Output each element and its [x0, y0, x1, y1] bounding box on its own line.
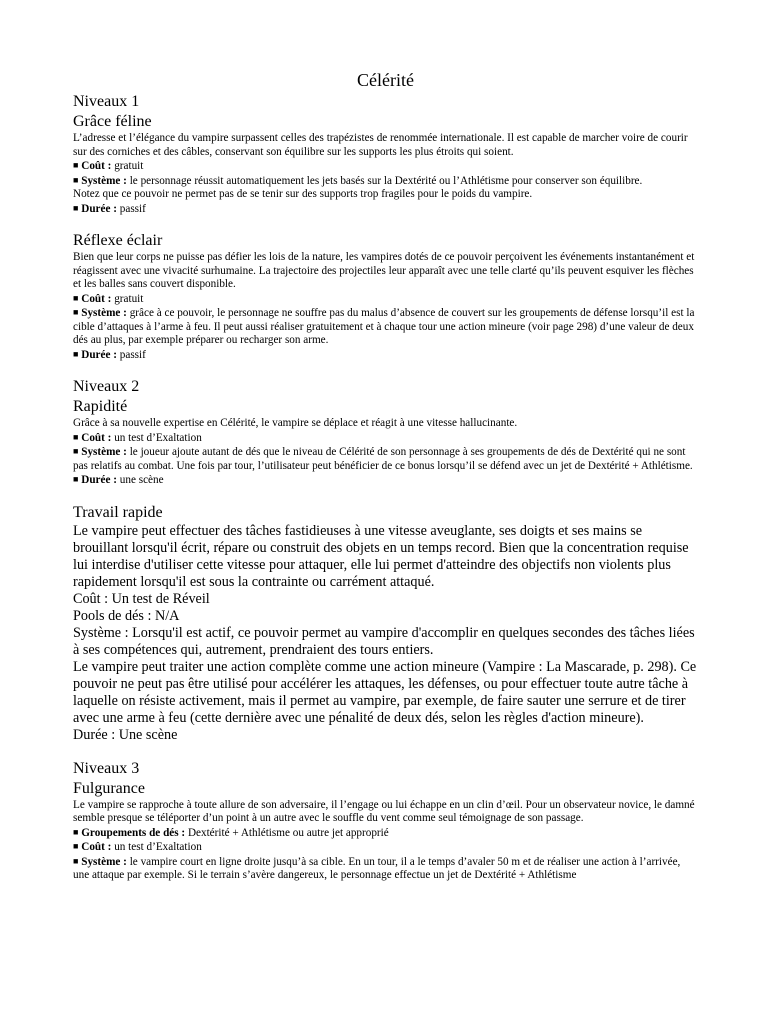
system-line [73, 855, 698, 883]
power-title-grace: Grâce féline [73, 113, 152, 130]
system-label: Système : [81, 446, 127, 458]
duration-line: Durée : Une scène [73, 726, 178, 743]
bullet-icon: ■ [73, 174, 79, 185]
cost-line [73, 159, 698, 174]
system-value: grâce à ce pouvoir, le personnage ne souffre pas du malus d’absence de couvert sur les groupements de défense lorsqu’il est la cible d’attaques à l’arme à feu. Il peut aussi réaliser gratuitement et à chaque tour une action mineure (voir page 298) d’une valeur de deux dés au plus, par exemple préparer ou recharger son arme. [73, 307, 695, 346]
note-line: Notez que ce pouvoir ne permet pas de se tenir sur des supports trop fragiles pour le poids du vampire. [73, 188, 533, 200]
cost-label: Coût : [81, 431, 112, 444]
cost-label: Coût : [81, 292, 112, 305]
level-2-heading: Niveaux 2 [73, 378, 140, 395]
power-desc: Le vampire peut effectuer des tâches fastidieuses à une vitesse aveuglante, ses doigts et ses mains se brouillant lorsqu'il écrit, répare ou construit des objets en un temps record. Bien que la concentration requise lui interdise d'utiliser cette vitesse pour attaquer, elle lui permet d'atteindre des objectifs non violents plus rapidement lorsqu'il est sous la contrainte ou carrément attaqué. [73, 522, 689, 590]
power-title-fulgurance: Fulgurance [73, 779, 145, 797]
cost-line [73, 840, 698, 855]
cost-value: un test d’Exaltation [111, 841, 202, 853]
duration-line [73, 202, 698, 217]
power-block-travail [73, 523, 698, 744]
pools-value: Dextérité + Athlétisme ou autre jet approprié [185, 826, 389, 839]
power-desc: L’adresse et l’élégance du vampire surpassent celles des trapézistes de renommée internationale. Il est capable de marcher voire de courir sur des corniches et des câbles, conservant son équilibre sur les supports les plus étroits qui soient. [73, 132, 688, 158]
pools-line [73, 826, 698, 841]
duration-label: Durée : [81, 474, 117, 486]
cost-value: gratuit [111, 160, 144, 172]
system-value: le vampire court en ligne droite jusqu’à sa cible. En un tour, il a le temps d’avaler 50 m et de réaliser une action à l’arrivée, une attaque par exemple. Si le terrain s’avère dangereux, le personnage effectue un jet de Dextérité + Athlétisme [73, 855, 681, 881]
duration-line [73, 473, 698, 488]
bullet-icon: ■ [73, 841, 79, 851]
bullet-icon: ■ [73, 446, 79, 456]
bullet-icon: ■ [73, 160, 79, 170]
pools-label: Groupements de dés : [81, 826, 186, 839]
power-block-grace [73, 132, 698, 216]
bullet-icon: ■ [73, 348, 79, 359]
system-line-2: Le vampire peut traiter une action complète comme une action mineure (Vampire : La Mascarade, p. 298). Ce pouvoir ne peut pas être utilisé pour accélérer les attaques, les défenses, ou pour effectuer toute autre tâche à laquelle on résiste activement, mais il permet au vampire, par exemple, de faire sauter une serrure et de tirer avec une arme à feu (cette dernière avec une pénalité de deux dés, selon les règles d'action mineure). [73, 658, 697, 726]
system-value: le joueur ajoute autant de dés que le niveau de Célérité de son personnage à ses groupements de dés de Dextérité qui ne sont pas relatifs au combat. Une fois par tour, l’utilisateur peut bénéficier de ce bonus lorsqu’il se défend avec un jet de Dextérité + Athlétisme. [73, 446, 693, 472]
duration-label: Durée : [81, 202, 117, 215]
system-line [73, 174, 698, 189]
power-title-rapidite: Rapidité [73, 398, 128, 415]
bullet-icon: ■ [73, 431, 79, 442]
system-value: le personnage réussit automatiquement les jets basés sur la Dextérité ou l’Athlétisme pour conserver son équilibre. [126, 174, 643, 187]
system-line [73, 306, 698, 348]
power-desc: Bien que leur corps ne puisse pas défier les lois de la nature, les vampires dotés de ce pouvoir perçoivent les événements instantanément et réagissent avec une vivacité surhumaine. La trajectoire des projectiles leur apparaît avec une telle clarté qu’ils peuvent esquiver les flèches et les balles sans couvert disponible. [73, 251, 695, 290]
duration-line [73, 348, 698, 363]
power-block-fulgurance [73, 799, 698, 883]
system-line: Système : Lorsqu'il est actif, ce pouvoir permet au vampire d'accomplir en quelques secondes des tâches liées à ses compétences qui, autrement, prendraient des tours entiers. [73, 624, 695, 658]
cost-line [73, 292, 698, 307]
power-block-rapidite [73, 417, 698, 488]
duration-value: passif [116, 202, 146, 215]
power-block-reflex [73, 251, 698, 362]
system-line [73, 445, 698, 473]
level-1-heading: Niveaux 1 [73, 93, 140, 110]
cost-line [73, 431, 698, 446]
page-title: Célérité [357, 70, 414, 90]
system-label: Système : [81, 855, 127, 868]
bullet-icon: ■ [73, 826, 79, 837]
document-page [73, 68, 698, 883]
power-title-reflex: Réflexe éclair [73, 232, 163, 249]
bullet-icon: ■ [73, 307, 79, 317]
cost-label: Coût : [81, 841, 112, 853]
duration-label: Durée : [81, 348, 117, 361]
cost-label: Coût : [81, 160, 112, 172]
cost-line: Coût : Un test de Réveil [73, 590, 210, 607]
bullet-icon: ■ [73, 292, 79, 303]
power-desc: Grâce à sa nouvelle expertise en Célérité, le vampire se déplace et réagit à une vitesse hallucinante. [73, 417, 518, 429]
system-label: Système : [81, 307, 127, 319]
bullet-icon: ■ [73, 474, 79, 484]
duration-value: une scène [116, 474, 164, 486]
bullet-icon: ■ [73, 202, 79, 213]
cost-value: gratuit [111, 292, 144, 305]
level-3-heading: Niveaux 3 [73, 759, 140, 777]
duration-value: passif [116, 348, 146, 361]
cost-value: un test d’Exaltation [111, 431, 202, 444]
system-label: Système : [81, 174, 127, 187]
pools-line: Pools de dés : N/A [73, 607, 180, 624]
power-title-travail: Travail rapide [73, 503, 163, 521]
power-desc: Le vampire se rapproche à toute allure de son adversaire, il l’engage ou lui échappe en un clin d’œil. Pour un observateur novice, le damné semble presque se téléporter d’un point à un autre avec le souffle du vent comme seul témoignage de son passage. [73, 798, 695, 824]
bullet-icon: ■ [73, 855, 79, 866]
